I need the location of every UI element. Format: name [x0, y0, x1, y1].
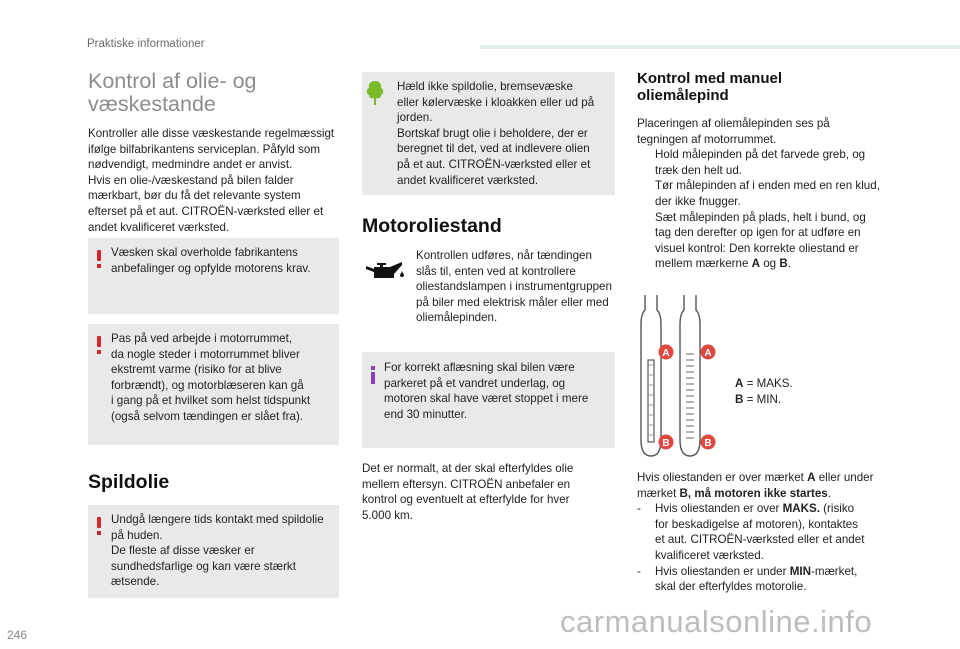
text-line: skal der efterfyldes motorolie. — [655, 580, 807, 594]
intro-line: Kontroller alle disse væskestande regelmæssigt — [88, 127, 335, 140]
info-line: motoren skal have været stoppet i mere — [384, 392, 589, 406]
warning-line: forbrændt), og motorblæseren kan gå — [111, 378, 304, 392]
level-result-paragraph — [637, 470, 902, 595]
marker-label-b: B — [662, 438, 670, 449]
intro-line: mærkbart, bør du få det relevante system — [88, 189, 301, 203]
warning-box-engine-bay — [88, 324, 339, 445]
page-title: Kontrol af olie- og væskestande — [88, 69, 257, 116]
dash-item — [637, 564, 902, 595]
eco-note-box — [362, 72, 615, 195]
dipstick-legend — [735, 376, 855, 407]
warning-line: (også selvom tændingen er slået fra). — [111, 409, 304, 423]
step-line — [655, 256, 897, 272]
warning-text — [111, 331, 336, 425]
eco-line: på et aut. CITROËN-værksted eller et — [397, 157, 591, 171]
text-line — [655, 501, 902, 517]
mark-min: MIN — [789, 564, 811, 578]
warning-line: på huden. — [111, 528, 163, 542]
legend-value: = MIN. — [743, 392, 782, 406]
intro-paragraph — [88, 126, 343, 235]
text-run: . — [787, 257, 791, 271]
text-line: på biler med elektrisk måler eller med — [416, 295, 609, 309]
eco-line: eller kølervæske i kloakken eller ud på — [397, 95, 595, 109]
mark-a: A — [751, 257, 761, 271]
heading-line: Kontrol med manuel — [637, 70, 783, 87]
step-line: tag den derefter op igen for at udføre en — [655, 226, 861, 240]
warning-line: sundhedsfarlige og kan være stærkt — [111, 559, 296, 573]
text-line: Kontrollen udføres, når tændingen — [416, 249, 592, 262]
watermark: carmanualsonline.info — [560, 604, 873, 639]
warning-line: ætsende. — [111, 575, 160, 589]
dipstick-diagram — [636, 290, 716, 460]
heading-manual-dipstick — [637, 70, 877, 104]
step-line: visuel kontrol: Den korrekte oliestand er — [655, 241, 859, 255]
info-box-reading — [362, 352, 615, 448]
text-line: kontrol og eventuelt at efterfylde for hver — [362, 493, 570, 507]
text-run: eller under — [815, 471, 874, 484]
warning-icon — [95, 250, 103, 268]
warning-box-spildolie — [88, 505, 339, 598]
no-start-warning: , må motoren ikke startes — [687, 486, 828, 500]
manual-instructions — [637, 116, 897, 272]
marker-label-a: A — [704, 348, 712, 359]
warning-box-fluid-spec — [88, 238, 339, 314]
text-run: . — [827, 486, 831, 500]
eco-line: andet kvalificeret værksted. — [397, 173, 539, 187]
text-line: tegningen af motorrummet. — [637, 132, 777, 146]
heading-spildolie: Spildolie — [88, 471, 170, 493]
refill-paragraph — [362, 461, 615, 523]
text-run: Hvis oliestanden er over mærket — [637, 471, 808, 484]
text-run: Hvis oliestanden er under — [655, 564, 790, 578]
text-line: oliemålepinden. — [416, 311, 498, 325]
info-line: parkeret på et vandret underlag, og — [384, 376, 566, 390]
mark-maks: MAKS. — [782, 502, 820, 516]
dash-bullet: - — [637, 564, 641, 578]
step-line: Tør målepinden af i enden med en ren klud, — [655, 179, 880, 193]
step-line: Hold målepinden på det farvede greb, og — [655, 148, 866, 162]
text-run: Hvis oliestanden er over — [655, 502, 783, 516]
text-line: kvalificeret værksted. — [655, 548, 764, 562]
step-item — [637, 147, 897, 178]
section-header: Praktiske informationer — [87, 38, 205, 50]
text-line: Placeringen af oliemålepinden ses på — [637, 117, 830, 130]
intro-line: efterset på et aut. CITROËN-værksted eller et — [88, 204, 324, 218]
info-line: For korrekt aflæsning skal bilen være — [384, 361, 575, 374]
mark-b: B — [779, 257, 788, 271]
warning-line: anbefalinger og opfylde motorens krav. — [111, 261, 311, 275]
text-run: mellem mærkerne — [655, 257, 752, 271]
motoroliestand-text — [416, 248, 616, 326]
text-line: oliestandslampen i instrumentgruppen — [416, 280, 612, 294]
text-run: og — [760, 257, 780, 271]
warning-line: da nogle steder i motorrummet bliver — [111, 347, 300, 361]
step-line: der ikke fnugger. — [655, 194, 741, 208]
text-line — [637, 486, 902, 502]
text-line — [655, 564, 902, 580]
warning-text — [111, 245, 336, 276]
heading-line: oliemålepind — [637, 87, 729, 104]
eco-note-text — [397, 79, 612, 188]
step-item — [637, 178, 897, 209]
text-run: mærket — [637, 486, 680, 500]
dash-bullet: - — [637, 502, 641, 516]
header-rule — [480, 45, 960, 49]
warning-line: Pas på ved arbejde i motorrummet, — [111, 332, 293, 345]
warning-icon — [95, 336, 103, 354]
legend-key: B — [735, 392, 744, 406]
eco-line: beregnet til det, ved at indlevere olien — [397, 142, 590, 156]
info-line: end 30 minutter. — [384, 407, 468, 421]
page-number: 246 — [7, 628, 28, 642]
warning-text — [111, 512, 336, 590]
eco-line: Hæld ikke spildolie, bremsevæske — [397, 80, 573, 93]
info-icon — [369, 366, 377, 384]
legend-key: A — [735, 377, 744, 390]
warning-line: ekstremt varme (risiko for at blive — [111, 363, 282, 377]
eco-line: jorden. — [397, 111, 433, 125]
text-line: mellem eftersyn. CITROËN anbefaler en — [362, 477, 571, 491]
dash-item — [637, 501, 902, 563]
intro-line: nødvendigt, medmindre andet er anvist. — [88, 158, 293, 172]
intro-line: Hvis en olie-/væskestand på bilen falder — [88, 173, 294, 187]
oil-can-icon — [364, 260, 408, 282]
warning-line: De fleste af disse væsker er — [111, 544, 255, 558]
step-line: Sæt målepinden på plads, helt i bund, og — [655, 210, 866, 224]
mark-a: A — [807, 471, 816, 484]
text-line: et aut. CITROËN-værksted eller et andet — [655, 533, 865, 547]
text-line: 5.000 km. — [362, 508, 413, 522]
marker-label-b: B — [704, 438, 712, 449]
text-line: Det er normalt, at der skal efterfyldes olie — [362, 462, 574, 475]
warning-line: Undgå længere tids kontakt med spildolie — [111, 513, 324, 526]
text-line — [637, 470, 902, 486]
mark-b: B — [679, 486, 688, 500]
text-line: slås til, enten ved at kontrollere — [416, 264, 576, 278]
text-run: (risiko — [819, 502, 855, 516]
tree-icon — [366, 80, 384, 106]
warning-line: Væsken skal overholde fabrikantens — [111, 246, 298, 259]
step-item — [637, 210, 897, 272]
step-line: træk den helt ud. — [655, 163, 743, 177]
text-line: for beskadigelse af motoren), kontaktes — [655, 517, 858, 531]
legend-value: = MAKS. — [743, 377, 793, 390]
legend-a — [735, 376, 855, 392]
eco-line: Bortskaf brugt olie i beholdere, der er — [397, 126, 588, 140]
warning-icon — [95, 517, 103, 535]
heading-motoroliestand: Motoroliestand — [362, 215, 502, 237]
warning-line: i gang på et hvilket som helst tidspunkt — [111, 394, 311, 408]
intro-line: ifølge bilfabrikantens serviceplan. Påfyld som — [88, 142, 320, 156]
info-text — [384, 360, 612, 422]
intro-line: andet kvalificeret værksted. — [88, 220, 230, 234]
legend-b — [735, 392, 855, 408]
text-run: -mærket, — [810, 564, 858, 578]
marker-label-a: A — [662, 348, 670, 359]
